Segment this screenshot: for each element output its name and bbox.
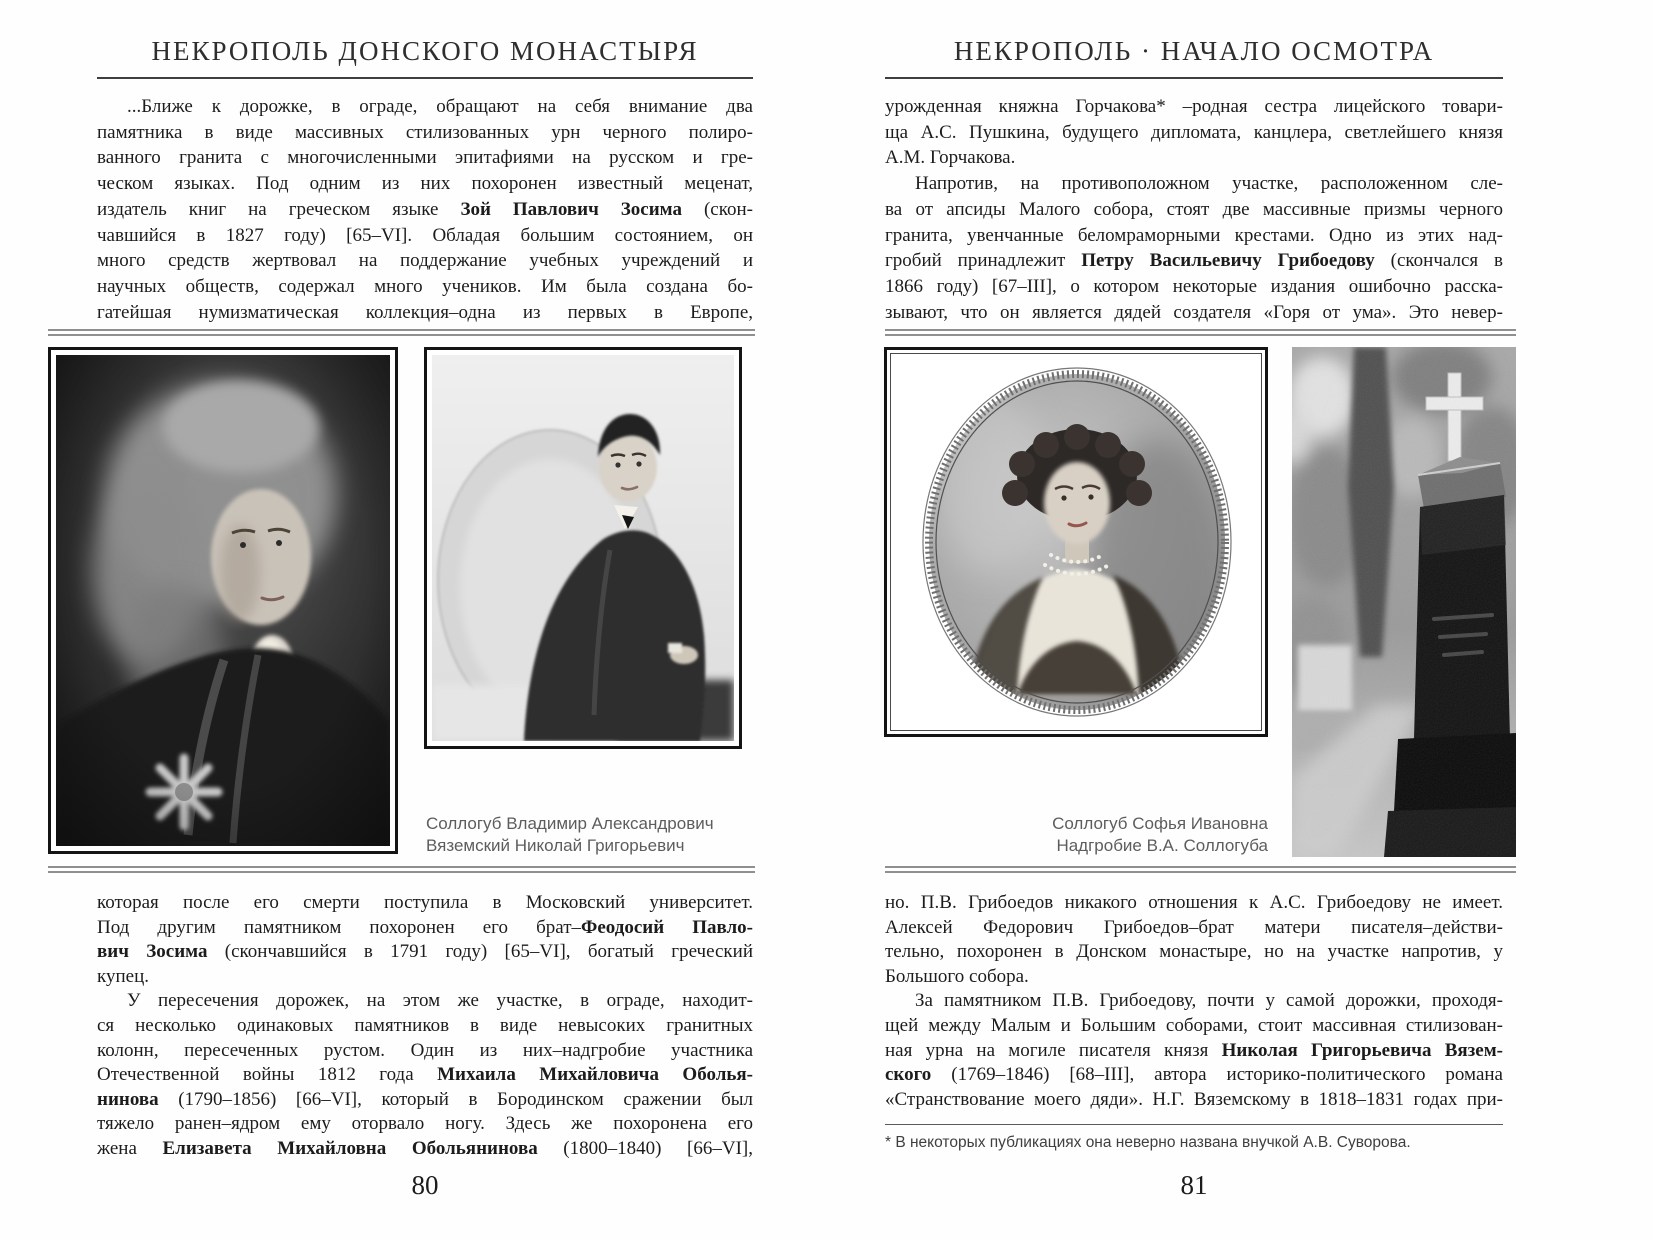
text-line: зывают, что он является дядей создателя «Горя от ума». Это невер- [885,301,1503,323]
text-line: памятника в виде массивных стилизованных урн черного полиро- [97,121,753,143]
text-line: урожденная княжна Горчакова* –родная сестра лицейского товари- [885,96,1503,117]
right-portrait-figure [424,347,742,749]
double-rule-bottom-right [885,866,1516,873]
text-line: У пересечения дорожек, на этом же участке, в ограде, находит- [127,990,753,1012]
text-line: Напротив, на противоположном участке, расположенном сле- [915,173,1503,195]
miniature-inner-frame [890,353,1262,731]
text-line: Под другим памятником похоронен его брат–Феодосий Павло- [97,916,754,938]
text-line: вич Зосима (скончавшийся в 1791 году) [65–VI], богатый греческий [97,941,753,963]
text-line: колонн, пересеченных рустом. Один из них–надгробие участника [97,1039,753,1061]
text-line: купец. [97,965,149,987]
portrait-image-dark-man [56,355,390,846]
double-rule-bottom-left [48,866,755,873]
miniature-image-woman [901,363,1253,721]
body-text-block-2-left [97,891,753,1162]
text-line: Большого собора. [885,965,1029,987]
page-number-80: 80 [411,1170,439,1200]
caption-line: Соллогуб Софья Ивановна [1052,814,1268,833]
text-line: тельно, похоронен в Донском монастыре, но на участке напротив, у [885,941,1503,963]
text-line: Алексей Федорович Грибоедов–брат матери писателя–действи- [885,916,1503,938]
caption-line: Соллогуб Владимир Александрович [426,814,714,833]
text-line: тяжело ранен–ядром ему оторвало ногу. Здесь же похоронена его [97,1113,753,1135]
running-head-left: НЕКРОПОЛЬ ДОНСКОГО МОНАСТЫРЯ [151,36,699,66]
text-line: ского (1769–1846) [68–III], автора историко-политического романа [885,1064,1503,1086]
caption-right-page [884,813,1268,857]
page-81 [810,0,1653,1240]
text-line: издатель книг на греческом языке Зой Павлович Зосима (скон- [97,198,753,220]
text-line: ва от апсиды Малого собора, стоят две массивные призмы черного [885,198,1503,220]
text-line: жена Елизавета Михайловна Обольянинова (1800–1840) [66–VI], [97,1137,753,1159]
page-number-81: 81 [1180,1170,1208,1200]
text-line: гатейшая нумизматическая коллекция–одна из первых в Европе, [97,301,753,323]
caption-left-page [426,813,748,857]
text-line: ща А.С. Пушкина, будущего дипломата, канцлера, светлейшего князя [885,121,1503,143]
running-head-rule-left [97,77,753,79]
footnote-text: * В некоторых публикациях она неверно названа внучкой А.В. Суворова. [885,1134,1411,1151]
text-line: но. П.В. Грибоедов никакого отношения к А.С. Грибоедову не имеет. [885,892,1503,913]
text-line: ная урна на могиле писателя князя Николая Григорьевича Вязем- [885,1039,1503,1061]
body-text-block-2-right [885,891,1503,1112]
footnote-rule [885,1124,1503,1125]
body-text-block-1-right [885,94,1503,325]
text-line: ...Ближе к дорожке, в ограде, обращают на себя внимание два [127,96,753,117]
text-line: научных обществ, содержал много учеников. Им была создана бо- [97,275,753,297]
text-line: гранита, увенчанные беломраморными крестами. Одно из этих над- [885,224,1503,246]
text-line: много средств жертвовал на поддержание учебных учреждений и [97,250,753,272]
running-head-right: НЕКРОПОЛЬ · НАЧАЛО ОСМОТРА [953,36,1435,66]
oval-miniature-figure [884,347,1268,737]
double-rule-top-left [48,329,755,336]
text-line: «Странствование моего дяди». Н.Г. Вяземскому в 1818–1831 годах при- [885,1088,1503,1110]
text-line: щей между Малым и Большим соборами, стоит массивная стилизован- [885,1014,1503,1036]
left-portrait-figure [48,347,398,854]
text-line: За памятником П.В. Грибоедову, почти у самой дорожки, проходя- [915,990,1503,1012]
gravestone-photo-figure [1292,347,1516,857]
text-line: ванного гранита с многочисленными эпитафиями на русском и гре- [97,147,753,169]
text-line: которая после его смерти поступила в Московский университет. [97,892,753,913]
text-line: Отечественной войны 1812 года Михаила Михайловича Оболья- [97,1064,754,1086]
running-head-rule-right [885,77,1503,79]
text-line: А.М. Горчакова. [885,147,1016,169]
text-line: нинова (1790–1856) [66–VI], который в Бородинском сражении был [97,1088,753,1110]
text-line: ся несколько одинаковых памятников в виде невысоких гранитных [97,1014,753,1036]
portrait-image-seated-man [432,355,734,741]
page-80 [0,0,790,1240]
gravestone-photo-image [1292,347,1516,857]
caption-line: Вяземский Николай Григорьевич [426,836,685,855]
caption-line: Надгробие В.А. Соллогуба [1056,836,1268,855]
text-line: 1866 году) [67–III], о котором некоторые издания ошибочно расска- [885,275,1503,297]
text-line: ческом языках. Под одним из них похоронен известный меценат, [97,173,753,195]
text-line: гробий принадлежит Петру Васильевичу Грибоедову (скончался в [885,250,1503,272]
text-line: чавшийся в 1827 году) [65–VI]. Обладая большим состоянием, он [97,224,753,246]
body-text-block-1-left [97,94,753,325]
double-rule-top-right [885,329,1516,336]
